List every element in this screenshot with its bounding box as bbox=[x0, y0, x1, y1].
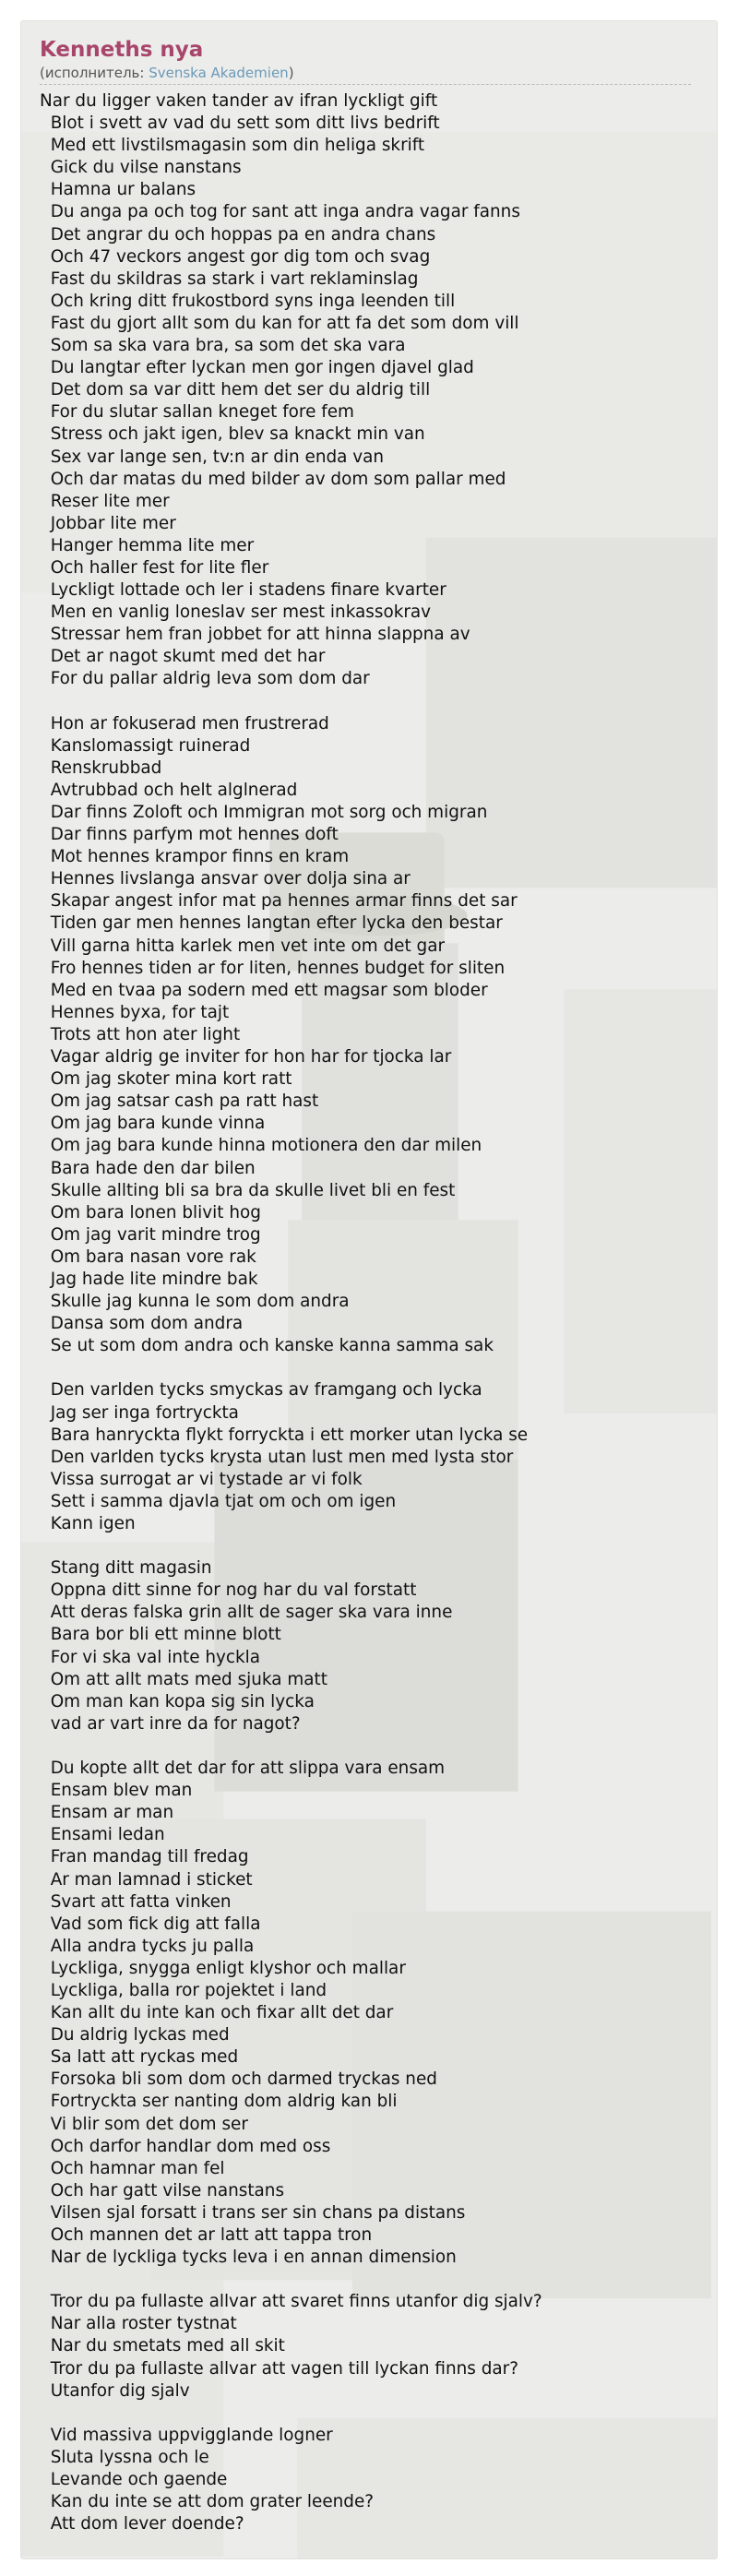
lyric-line: Om jag bara kunde vinna bbox=[40, 1114, 266, 1134]
lyric-line: Och haller fest for lite fler bbox=[40, 557, 269, 578]
lyric-line: Skulle jag kunna le som dom andra bbox=[40, 1292, 350, 1312]
lyric-line: Skulle allting bli sa bra da skulle livet bli en fest bbox=[40, 1180, 456, 1200]
stanza-break bbox=[40, 2403, 698, 2425]
lyric-line: Det angrar du och hoppas pa en andra chans bbox=[40, 224, 436, 244]
lyrics-text bbox=[40, 90, 698, 2535]
lyric-line: Att dom lever doende? bbox=[40, 2514, 244, 2534]
song-title: Kenneths nya bbox=[40, 38, 204, 62]
lyric-line: Hennes byxa, for tajt bbox=[40, 1002, 230, 1022]
lyric-line: Bara hanryckta flykt forryckta i ett morker utan lycka se bbox=[40, 1425, 529, 1445]
lyric-line: Renskrubbad bbox=[40, 757, 162, 778]
lyric-line: Tror du pa fullaste allvar att vagen till lyckan finns dar? bbox=[40, 2358, 518, 2379]
lyric-line: Och mannen det ar latt att tappa tron bbox=[40, 2225, 373, 2245]
lyric-line: Att deras falska grin allt de sager ska vara inne bbox=[40, 1603, 453, 1623]
lyric-line: Om jag satsar cash pa ratt hast bbox=[40, 1091, 319, 1112]
lyric-line: Vad som fick dig att falla bbox=[40, 1914, 261, 1934]
lyric-line: Kann igen bbox=[40, 1514, 136, 1533]
lyric-line: Vill garna hitta karlek men vet inte om det gar bbox=[40, 936, 446, 956]
lyric-line: Om att allt mats med sjuka matt bbox=[40, 1669, 327, 1689]
lyric-line: Jag ser inga fortryckta bbox=[40, 1402, 239, 1423]
stanza-break bbox=[40, 691, 698, 713]
lyric-line: Och har gatt vilse nanstans bbox=[40, 2180, 285, 2200]
lyric-line: Tiden gar men hennes langtan efter lycka den bestar bbox=[40, 913, 503, 934]
credit-close: ) bbox=[288, 65, 294, 81]
song-credit bbox=[40, 64, 691, 85]
lyric-line: Det ar nagot skumt med det har bbox=[40, 647, 326, 667]
lyric-line: Nar du smetats med all skit bbox=[40, 2336, 285, 2356]
lyric-line: For du pallar aldrig leva som dom dar bbox=[40, 669, 370, 689]
lyric-line: Sett i samma djavla tjat om och om igen bbox=[40, 1491, 397, 1511]
lyric-line: Oppna ditt sinne for nog har du val forstatt bbox=[40, 1580, 417, 1601]
lyric-line: For vi ska val inte hyckla bbox=[40, 1647, 261, 1667]
lyric-line: vad ar vart inre da for nagot? bbox=[40, 1713, 301, 1734]
lyric-line: Kan allt du inte kan och fixar allt det dar bbox=[40, 2003, 394, 2023]
lyric-line: Och dar matas du med bilder av dom som pallar med bbox=[40, 469, 506, 489]
lyric-line: Lyckliga, snygga enligt klyshor och mallar bbox=[40, 1958, 406, 1978]
lyric-line: Ensam blev man bbox=[40, 1781, 193, 1801]
lyric-line: Dar finns parfym mot hennes doft bbox=[40, 825, 339, 845]
lyric-line: Och kring ditt frukostbord syns inga leenden till bbox=[40, 291, 456, 311]
lyric-line: Lyckligt lottade och ler i stadens finare kvarter bbox=[40, 580, 446, 601]
lyric-line: Vissa surrogat ar vi tystade ar vi folk bbox=[40, 1469, 363, 1489]
lyric-line: Om jag varit mindre trog bbox=[40, 1224, 261, 1245]
lyric-line: Du kopte allt det dar for att slippa vara ensam bbox=[40, 1759, 446, 1779]
lyric-line: Ar man lamnad i sticket bbox=[40, 1869, 253, 1890]
lyric-line: Sa latt att ryckas med bbox=[40, 2047, 239, 2068]
lyric-line: Det dom sa var ditt hem det ser du aldrig till bbox=[40, 380, 431, 400]
lyric-line: Du aldrig lyckas med bbox=[40, 2025, 230, 2045]
lyrics-card bbox=[20, 20, 718, 2559]
lyric-line: Och hamnar man fel bbox=[40, 2158, 225, 2178]
lyric-line: Jag hade lite mindre bak bbox=[40, 1269, 258, 1289]
lyric-line: Om man kan kopa sig sin lycka bbox=[40, 1691, 315, 1711]
stanza-break bbox=[40, 1735, 698, 1758]
lyric-line: Trots att hon ater light bbox=[40, 1024, 241, 1044]
lyrics-content bbox=[21, 21, 717, 2535]
lyric-line: Och darfor handlar dom med oss bbox=[40, 2136, 331, 2156]
lyric-line: Du langtar efter lyckan men gor ingen djavel glad bbox=[40, 358, 474, 378]
lyric-line: Skapar angest infor mat pa hennes armar finns det sar bbox=[40, 891, 518, 912]
lyric-line: Om bara lonen blivit hog bbox=[40, 1202, 261, 1222]
lyric-line: Hanger hemma lite mer bbox=[40, 535, 255, 555]
lyric-line: Hon ar fokuserad men frustrerad bbox=[40, 713, 329, 733]
lyric-line: Lyckliga, balla ror pojektet i land bbox=[40, 1980, 327, 2000]
lyric-line: Men en vanlig loneslav ser mest inkassokrav bbox=[40, 602, 432, 623]
lyric-line: Vid massiva uppvigglande logner bbox=[40, 2425, 333, 2445]
lyric-line: Jobbar lite mer bbox=[40, 513, 176, 533]
lyric-line: Hennes livslanga ansvar over dolja sina ar bbox=[40, 869, 411, 889]
lyric-line: Fro hennes tiden ar for liten, hennes budget for sliten bbox=[40, 958, 506, 978]
lyric-line: Sex var lange sen, tv:n ar din enda van bbox=[40, 447, 385, 467]
stanza-break bbox=[40, 2269, 698, 2291]
lyric-line: Svart att fatta vinken bbox=[40, 1891, 232, 1912]
lyric-line: Avtrubbad och helt alglnerad bbox=[40, 780, 298, 800]
lyric-line: Nar alla roster tystnat bbox=[40, 2314, 237, 2334]
lyric-line: Vilsen sjal forsatt i trans ser sin chans pa distans bbox=[40, 2202, 466, 2223]
lyric-line: Vi blir som det dom ser bbox=[40, 2114, 248, 2134]
lyric-line: Kan du inte se att dom grater leende? bbox=[40, 2492, 375, 2512]
lyric-line: Utanfor dig sjalv bbox=[40, 2380, 190, 2401]
lyric-line: Den varlden tycks krysta utan lust men med lysta stor bbox=[40, 1447, 514, 1467]
lyric-line: Nar de lyckliga tycks leva i en annan dimension bbox=[40, 2248, 457, 2268]
stanza-break bbox=[40, 1357, 698, 1379]
lyric-line: Kanslomassigt ruinerad bbox=[40, 735, 251, 756]
lyric-line: Fortryckta ser nanting dom aldrig kan bli bbox=[40, 2092, 398, 2112]
lyric-line: Bara bor bli ett minne blott bbox=[40, 1625, 281, 1645]
lyric-line: Vagar aldrig ge inviter for hon har for tjocka lar bbox=[40, 1047, 452, 1067]
lyric-line: Och 47 veckors angest gor dig tom och svag bbox=[40, 246, 431, 267]
lyric-line: Se ut som dom andra och kanske kanna samma sak bbox=[40, 1336, 494, 1356]
lyric-line: Stressar hem fran jobbet for att hinna slappna av bbox=[40, 625, 470, 645]
lyric-line: Fast du gjort allt som du kan for att fa det som dom vill bbox=[40, 313, 519, 333]
lyric-line: Den varlden tycks smyckas av framgang och lycka bbox=[40, 1380, 482, 1401]
lyric-line: Tror du pa fullaste allvar att svaret finns utanfor dig sjalv? bbox=[40, 2292, 542, 2312]
lyric-line: Med ett livstilsmagasin som din heliga skrift bbox=[40, 136, 425, 156]
lyric-line: Ensami ledan bbox=[40, 1825, 165, 1845]
lyric-line: Dar finns Zoloft och Immigran mot sorg och migran bbox=[40, 803, 488, 822]
lyric-line: Forsoka bli som dom och darmed tryckas ned bbox=[40, 2069, 437, 2090]
lyric-line: Gick du vilse nanstans bbox=[40, 158, 242, 178]
lyric-line: Du anga pa och tog for sant att inga andra vagar fanns bbox=[40, 202, 520, 222]
lyric-line: Stress och jakt igen, blev sa knackt min van bbox=[40, 424, 425, 445]
lyric-line: Blot i svett av vad du sett som ditt livs bedrift bbox=[40, 113, 440, 134]
lyric-line: Mot hennes krampor finns en kram bbox=[40, 847, 350, 867]
artist-link[interactable]: Svenska Akademien bbox=[149, 65, 289, 81]
lyric-line: Sluta lyssna och le bbox=[40, 2447, 209, 2467]
lyric-line: Om bara nasan vore rak bbox=[40, 1246, 256, 1267]
lyric-line: Om jag bara kunde hinna motionera den dar milen bbox=[40, 1136, 482, 1156]
lyric-line: Fran mandag till fredag bbox=[40, 1847, 249, 1867]
lyric-line: Stang ditt magasin bbox=[40, 1558, 212, 1579]
lyric-line: Dansa som dom andra bbox=[40, 1314, 244, 1334]
lyric-line: Ensam ar man bbox=[40, 1803, 174, 1823]
lyric-line: Fast du skildras sa stark i vart reklaminslag bbox=[40, 268, 419, 289]
credit-open: (исполнитель: bbox=[40, 65, 149, 81]
lyric-line: Bara hade den dar bilen bbox=[40, 1158, 256, 1178]
lyric-line: Som sa ska vara bra, sa som det ska vara bbox=[40, 336, 406, 356]
lyric-line: Hamna ur balans bbox=[40, 180, 196, 200]
lyric-line: Nar du ligger vaken tander av ifran lyckligt gift bbox=[40, 91, 438, 111]
lyric-line: For du slutar sallan kneget fore fem bbox=[40, 402, 354, 423]
stanza-break bbox=[40, 1535, 698, 1557]
lyric-line: Alla andra tycks ju palla bbox=[40, 1936, 255, 1956]
lyric-line: Om jag skoter mina kort ratt bbox=[40, 1069, 292, 1090]
lyric-line: Reser lite mer bbox=[40, 491, 170, 511]
lyric-line: Levande och gaende bbox=[40, 2470, 228, 2490]
lyric-line: Med en tvaa pa sodern med ett magsar som bloder bbox=[40, 980, 488, 1000]
